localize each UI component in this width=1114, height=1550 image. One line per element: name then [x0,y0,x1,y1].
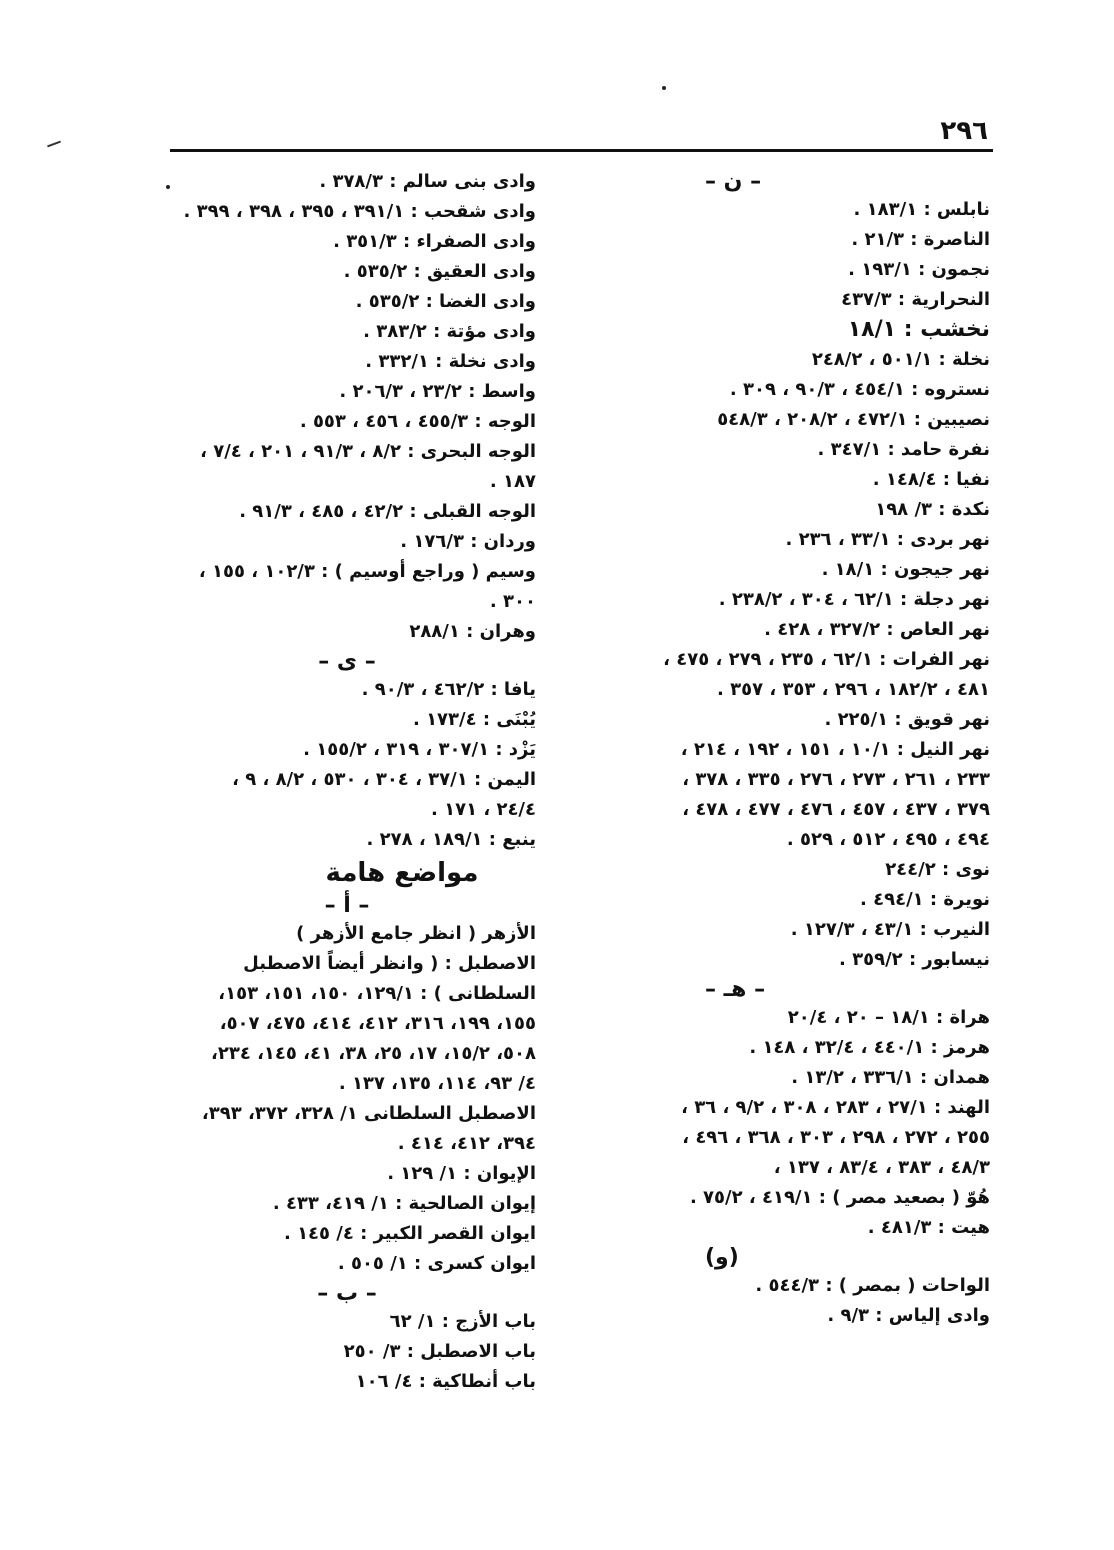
index-entry: نوى : ٢٤٤/٢ [885,859,990,880]
index-entry: يافا : ٤٦٢/٢ ، ٩٠/٣ . [361,679,536,700]
index-entry: الوجه البحرى : ٨/٢ ، ٩١/٣ ، ٢٠١ ، ٧/٤ ، [200,441,536,462]
index-entry: نويرة : ٤٩٤/١ . [860,889,990,910]
index-entry: نهر دجلة : ٦٢/١ ، ٣٠٤ ، ٢٣٨/٢ . [718,589,990,610]
page-number: ٢٩٦ [940,116,988,146]
index-entry: ٤٨١ ، ١٨٢/٢ ، ٢٩٦ ، ٣٥٣ ، ٣٥٧ . [716,679,990,700]
section-letter: – ى – [318,649,376,674]
index-entry: ينبع : ١٨٩/١ ، ٢٧٨ . [366,829,536,850]
index-entry: باب الأزج : ١/ ٦٢ [389,1311,536,1332]
index-entry: وادى الصفراء : ٣٥١/٣ . [333,231,536,252]
index-entry: وادى بنى سالم : ٣٧٨/٣ . [319,171,536,192]
index-entry: وادى الغضا : ٥٣٥/٢ . [355,291,536,312]
section-letter: (و) [705,1245,739,1270]
index-entry: هيت : ٤٨١/٣ . [867,1217,990,1238]
index-entry: ٤٩٤ ، ٤٩٥ ، ٥١٢ ، ٥٢٩ . [786,829,990,850]
index-entry: يُبْنَى : ١٧٣/٤ . [412,709,536,730]
index-column-right [535,168,990,1332]
index-entry: السلطانى ) : ١٢٩/١، ١٥٠، ١٥١، ١٥٣، [218,983,536,1004]
index-entry: وادى العقيق : ٥٣٥/٢ . [343,261,536,282]
index-entry: باب الاصطبل : ٣/ ٢٥٠ [343,1341,536,1362]
index-entry: الهند : ٢٧/١ ، ٢٨٣ ، ٣٠٨ ، ٩/٢ ، ٣٦ ، [681,1097,990,1118]
index-entry: الاصطبل السلطانى ١/ ٣٢٨، ٣٧٢، ٣٩٣، [201,1103,536,1124]
index-entry: وادى مؤتة : ٣٨٣/٢ . [363,321,536,342]
index-entry: نهر العاص : ٣٢٧/٢ ، ٤٢٨ . [764,619,990,640]
index-entry: الواحات ( بمصر ) : ٥٤٤/٣ . [755,1275,990,1296]
index-entry: ١٥٥، ١٩٩، ٣١٦، ٤١٢، ٤١٤، ٤٧٥، ٥٠٧، [219,1013,536,1034]
index-entry: همدان : ٣٣٦/١ ، ١٣/٢ . [791,1067,990,1088]
index-entry: الإيوان : ١/ ١٢٩ . [387,1163,536,1184]
index-entry: ٢٣٣ ، ٢٦١ ، ٢٧٣ ، ٢٧٦ ، ٣٣٥ ، ٣٧٨ ، [682,769,990,790]
index-entry: ٤٨/٣ ، ٣٨٣ ، ٨٣/٤ ، ١٣٧ ، [773,1157,990,1178]
index-entry: نصيبين : ٤٧٢/١ ، ٢٠٨/٢ ، ٥٤٨/٣ [717,409,990,430]
index-entry: نهر جيجون : ١٨/١ . [821,559,990,580]
section-letter: – هـ – [705,977,766,1002]
section-heading: مواضع هامة [325,858,479,888]
index-entry: اليمن : ٣٧/١ ، ٣٠٤ ، ٥٣٠ ، ٨/٢ ، ٩ ، [232,769,536,790]
index-entry: ١٨٧ . [489,471,536,492]
index-entry: نخشب : ١٨/١ [847,317,990,342]
index-entry: النحرارية : ٤٣٧/٣ [841,289,990,310]
index-column-left [158,168,536,1398]
index-entry: نستروه : ٤٥٤/١ ، ٩٠/٣ ، ٣٠٩ . [729,379,990,400]
index-entry: ايوان القصر الكبير : ٤/ ١٤٥ . [283,1223,536,1244]
index-entry: ايوان كسرى : ١/ ٥٠٥ . [337,1253,536,1274]
index-entry: وادى إلياس : ٩/٣ . [827,1305,990,1326]
index-entry: نكدة : ٣/ ١٩٨ [875,499,990,520]
index-entry: نيسابور : ٣٥٩/٢ . [839,949,990,970]
index-entry: وادى شقحب : ٣٩١/١ ، ٣٩٥ ، ٣٩٨ ، ٣٩٩ . [183,201,536,222]
index-entry: ٢٤/٤ ، ١٧١ . [431,799,536,820]
index-entry: واسط : ٢٣/٢ ، ٢٠٦/٣ . [339,381,536,402]
index-entry: هرمز : ٤٤٠/١ ، ٣٢/٤ ، ١٤٨ . [749,1037,990,1058]
ink-speck [662,86,666,90]
index-entry: ٣٩٤، ٤١٢، ٤١٤ . [397,1133,536,1154]
index-entry: وردان : ١٧٦/٣ . [400,531,536,552]
index-entry: نهر النيل : ١٠/١ ، ١٥١ ، ١٩٢ ، ٢١٤ ، [680,739,990,760]
index-entry: ٣٠٠ . [489,591,536,612]
index-entry: نجمون : ١٩٣/١ . [848,259,990,280]
index-entry: نهر بردى : ٣٣/١ ، ٢٣٦ . [785,529,990,550]
index-entry: ٤/ ٩٣، ١١٤، ١٣٥، ١٣٧ . [338,1073,536,1094]
index-entry: الأزهر ( انظر جامع الأزهر ) [296,923,536,944]
header-rule [170,149,993,152]
index-entry: يَزْد : ٣٠٧/١ ، ٣١٩ ، ١٥٥/٢ . [303,739,536,760]
index-entry: الاصطبل : ( وانظر أيضاً الاصطبل [243,953,536,974]
index-entry: باب أنطاكية : ٤/ ١٠٦ [355,1371,536,1392]
index-entry: ٣٧٩ ، ٤٣٧ ، ٤٥٧ ، ٤٧٦ ، ٤٧٧ ، ٤٧٨ ، [682,799,990,820]
section-letter: – ب – [317,1281,377,1306]
index-entry: وسيم ( وراجع أوسيم ) : ١٠٢/٣ ، ١٥٥ ، [198,561,536,582]
index-entry: نخلة : ٥٠١/١ ، ٢٤٨/٢ [811,349,990,370]
index-entry: النيرب : ٤٣/١ ، ١٢٧/٣ . [790,919,990,940]
index-entry: الوجه القبلى : ٤٢/٢ ، ٤٨٥ ، ٩١/٣ . [239,501,536,522]
index-entry: الناصرة : ٢١/٣ . [851,229,990,250]
index-entry: ٥٠٨، ١٥/٢، ١٧، ٢٥، ٣٨، ٤١، ١٤٥، ٢٣٤، [211,1043,536,1064]
index-entry: نفيا : ١٤٨/٤ . [872,469,990,490]
index-entry: نهر قويق : ٢٢٥/١ . [824,709,990,730]
index-entry: الوجه : ٤٥٥/٣ ، ٤٥٦ ، ٥٥٣ . [299,411,536,432]
index-entry: هراة : ١٨/١ – ٢٠ ، ٢٠/٤ [787,1007,990,1028]
section-letter: – ن – [705,169,762,194]
ink-mark [47,141,61,148]
index-entry: نهر الفرات : ٦٢/١ ، ٢٣٥ ، ٢٧٩ ، ٤٧٥ ، [663,649,990,670]
index-entry: نابلس : ١٨٣/١ . [853,199,990,220]
index-entry: وهران : ٢٨٨/١ [409,621,536,642]
index-entry: نفرة حامد : ٣٤٧/١ . [817,439,990,460]
index-entry: هُوّ ( بصعيد مصر ) : ٤١٩/١ ، ٧٥/٢ . [689,1187,990,1208]
index-entry: إيوان الصالحية : ١/ ٤١٩، ٤٣٣ . [272,1193,536,1214]
index-entry: ٢٥٥ ، ٢٧٢ ، ٢٩٨ ، ٣٠٣ ، ٣٦٨ ، ٤٩٦ ، [682,1127,990,1148]
index-entry: وادى نخلة : ٣٣٢/١ . [365,351,536,372]
section-letter: – أ – [324,893,370,918]
